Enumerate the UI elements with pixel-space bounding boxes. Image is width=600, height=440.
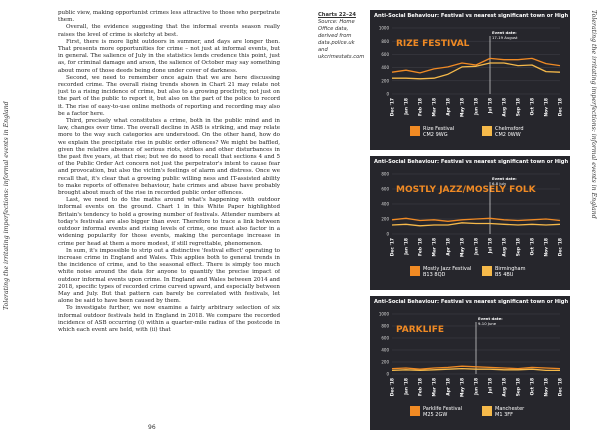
- y-tick-label: 1000: [378, 25, 389, 31]
- y-tick-label: 800: [381, 38, 389, 44]
- x-tick-label: Dec '18: [558, 238, 564, 257]
- figure-caption: [318, 12, 364, 61]
- legend-item: [482, 406, 524, 418]
- x-tick-label: Feb '18: [418, 238, 424, 256]
- x-tick-label: Sep '18: [516, 98, 522, 117]
- chart-title: Anti-Social Behaviour: Festival vs nearest significant town or High Street: [374, 13, 589, 19]
- x-tick-label: Apr '18: [446, 378, 452, 396]
- legend-swatch: [410, 406, 420, 416]
- y-tick-label: 200: [381, 359, 389, 365]
- legend-postcode: B13 8QD: [423, 272, 446, 278]
- legend-postcode: M25 2GW: [423, 412, 448, 418]
- legend-postcode: CM2 9WG: [423, 132, 448, 138]
- body-paragraph: Third, precisely what constitutes a crime, both in the public mind and in law, changes over time. The overall decline in ASB is striking, and may relate more to the way such categories are understood. On the other hand, how do we explain the precipitate rise in public order offences? We might be baffled, given the relative absence of serious riots, strikes and other disturbances in the past five years, at that rise; but we do need to recall that sections 4 and 5 of the Public Order Act concern not just the perpetrator's intent to cause fear and provocation, but also the victim's feelings of alarm and distress. Once we recall that, it's clear that a growing public willing ness and IT-assisted ability to make reports of offensive behaviour, hate crimes and abuse have probably brought about much of the rise in recorded public order offences.: [58, 118, 280, 197]
- x-tick-label: Dec '17: [390, 238, 396, 257]
- x-tick-label: Dec '18: [558, 378, 564, 397]
- legend-swatch: [482, 266, 492, 276]
- y-tick-label: 600: [381, 335, 389, 341]
- x-tick-label: Aug '18: [502, 238, 508, 257]
- legend-postcode: M1 3FF: [495, 412, 514, 418]
- caption-title: Charts 22–24: [318, 12, 356, 18]
- x-tick-label: Oct '18: [530, 378, 536, 396]
- y-tick-label: 1000: [378, 311, 389, 317]
- chart-svg: [370, 296, 570, 430]
- chart-svg: [370, 10, 570, 150]
- x-tick-label: May '18: [460, 378, 466, 398]
- festival-label: PARKLIFE: [396, 325, 445, 335]
- body-paragraph: To investigate further, we now examine a fairly arbitrary selection of six informal outdoor festivals held in England in 2018. We compare the recorded incidence of ASB occurring (i) within a quarter-mile radius of the postcode in which each event are held, with (ii) that: [58, 305, 280, 333]
- legend-swatch: [410, 266, 420, 276]
- y-tick-label: 800: [381, 323, 389, 329]
- body-text: [58, 10, 280, 420]
- legend-swatch: [482, 406, 492, 416]
- body-paragraph: First, there is more light outdoors in summer, and days are longer then. That presents more opportunities for crime – not just at informal events, but in general. The salience of July in the statistics lends credence this point, just as, for criminal damage and arson, the salience of October may say something about more of those deeds being done under cover of darkness.: [58, 38, 280, 74]
- y-tick-label: 0: [386, 231, 389, 237]
- x-tick-label: Jan '18: [404, 98, 410, 115]
- y-tick-label: 400: [381, 201, 389, 207]
- body-paragraph: In sum, it's impossible to strip out a distinctive 'festival effect' operating to increase crime in England and Wales. This applies both to general trends in the incidence of crime, and to the seasonal effect. There is simply too much white noise around the data for anyone to quantify the precise impact of outdoor informal events upon crime. In England and Wales between 2014 and 2018, specific types of recorded crime curved upward, and especially between May and July. But that pattern can barely be correlated with festivals, let alone be said to have been caused by them.: [58, 247, 280, 305]
- legend-series-name: Rize Festival: [423, 126, 455, 132]
- running-title-left: Tolerating the irritating imperfections: informal events in England: [3, 101, 10, 310]
- x-tick-label: Feb '18: [418, 378, 424, 396]
- series-line-town: [392, 223, 560, 226]
- x-tick-label: Jun '18: [474, 238, 480, 255]
- x-tick-label: Jun '18: [474, 378, 480, 395]
- x-tick-label: May '18: [460, 98, 466, 118]
- legend-series-name: Mostly Jazz Festival: [423, 266, 472, 272]
- x-tick-label: Nov '18: [544, 238, 550, 257]
- event-date-label: 9-10 June: [478, 321, 497, 326]
- chart-title: Anti-Social Behaviour: Festival vs nearest significant town or High Street: [374, 299, 589, 305]
- right-gutter: [586, 0, 600, 440]
- running-title-right: Tolerating the irritating imperfections: informal events in England: [590, 10, 597, 219]
- x-tick-label: Jan '18: [404, 378, 410, 395]
- x-tick-label: Dec '18: [558, 98, 564, 117]
- y-tick-label: 600: [381, 186, 389, 192]
- body-paragraph: public view, making opportunist crimes less attractive to those who perpetrate them.: [58, 10, 280, 24]
- x-tick-label: Feb '18: [418, 98, 424, 116]
- x-tick-label: Jul '18: [488, 98, 494, 114]
- x-tick-label: Jul '18: [488, 238, 494, 254]
- festival-label: RIZE FESTIVAL: [396, 39, 470, 49]
- festival-label: MOSTLY JAZZ/MOSELY FOLK: [396, 185, 536, 195]
- legend-item: [410, 126, 454, 138]
- legend-series-name: Birmingham: [495, 266, 526, 272]
- x-tick-label: Dec '17: [390, 98, 396, 117]
- y-tick-label: 800: [381, 171, 389, 177]
- legend-series-name: Chelmsford: [495, 126, 524, 132]
- legend-item: [410, 266, 471, 278]
- legend-item: [410, 406, 462, 418]
- x-tick-label: May '18: [460, 238, 466, 258]
- y-tick-label: 400: [381, 347, 389, 353]
- x-tick-label: Nov '18: [544, 378, 550, 397]
- page-number-left: 96: [148, 424, 156, 431]
- chart-panel-mostly-jazz: [370, 156, 589, 290]
- x-tick-label: Sep '18: [516, 238, 522, 257]
- x-tick-label: Mar '18: [432, 98, 438, 117]
- chart-panel-parklife: [370, 296, 589, 430]
- x-tick-label: Nov '18: [544, 98, 550, 117]
- caption-source: Source: Home Office data, derived from: [318, 19, 355, 39]
- x-tick-label: Apr '18: [446, 238, 452, 256]
- y-tick-label: 600: [381, 52, 389, 57]
- x-tick-label: Oct '18: [530, 98, 536, 116]
- x-tick-label: Oct '18: [530, 238, 536, 256]
- x-tick-label: Mar '18: [432, 378, 438, 397]
- legend-item: [482, 126, 524, 138]
- event-date-label: Event date:: [492, 176, 517, 181]
- legend-postcode: B5 4BU: [495, 272, 514, 278]
- event-date-label: 17-19 August: [492, 35, 518, 40]
- event-date-label: Event date:: [478, 316, 503, 321]
- x-tick-label: Jun '18: [474, 98, 480, 115]
- x-tick-label: Apr '18: [446, 98, 452, 116]
- y-tick-label: 0: [386, 371, 389, 377]
- caption-source-site: data.police.uk and: [318, 40, 355, 53]
- chart-title: Anti-Social Behaviour: Festival vs nearest significant town or High Street: [374, 159, 589, 165]
- chart-panel-rize: [370, 10, 589, 150]
- x-tick-label: Jan '18: [404, 238, 410, 255]
- event-date-label: Event date:: [492, 30, 517, 35]
- y-tick-label: 200: [381, 78, 389, 84]
- legend-item: [482, 266, 526, 278]
- y-tick-label: 200: [381, 216, 389, 222]
- x-tick-label: Sep '18: [516, 378, 522, 397]
- left-gutter: [0, 0, 14, 440]
- caption-source-site2: ukcrimestats.com: [318, 54, 365, 60]
- legend-series-name: Parklife Festival: [423, 406, 463, 412]
- x-tick-label: Aug '18: [502, 378, 508, 397]
- event-date-label: 6-8 July: [492, 181, 507, 186]
- body-paragraph: Second, we need to remember once again that we are here discussing recorded crime. The overall rising trends shown in Chart 21 may relate not just to a rising incidence of crime, but also to a growing proclivity, not just on the part of the public to report it, but also on the part of the police to record it. The rise of easy-to-use online methods of reporting and recording may also be a factor here.: [58, 74, 280, 117]
- legend-series-name: Manchester: [495, 406, 525, 412]
- body-paragraph: Last, we need to do the maths around what's happening with outdoor informal events on the ground. Chart 1 in this White Paper highlighted Britain's tendency to hold a growing number of festivals. Attender numbers at today's festivals are also bigger than ever. Therefore to trace a link between outdoor informal events and rising levels of crime, one must also factor in a widening popularity for those events, making the percentage increase in crime per head at them a more modest, if still regrettable, phenomenon.: [58, 197, 280, 247]
- legend-postcode: CM2 0WW: [495, 132, 521, 138]
- body-paragraph: Overall, the evidence suggesting that the informal events season really raises the level of crime is sketchy at best.: [58, 24, 280, 38]
- x-tick-label: Mar '18: [432, 238, 438, 257]
- x-tick-label: Dec '18: [390, 378, 396, 397]
- y-tick-label: 0: [386, 91, 389, 97]
- y-tick-label: 400: [381, 65, 389, 71]
- x-tick-label: Jul '18: [488, 378, 494, 394]
- x-tick-label: Aug '18: [502, 98, 508, 117]
- legend-swatch: [482, 126, 492, 136]
- legend-swatch: [410, 126, 420, 136]
- series-line-festival: [392, 218, 560, 221]
